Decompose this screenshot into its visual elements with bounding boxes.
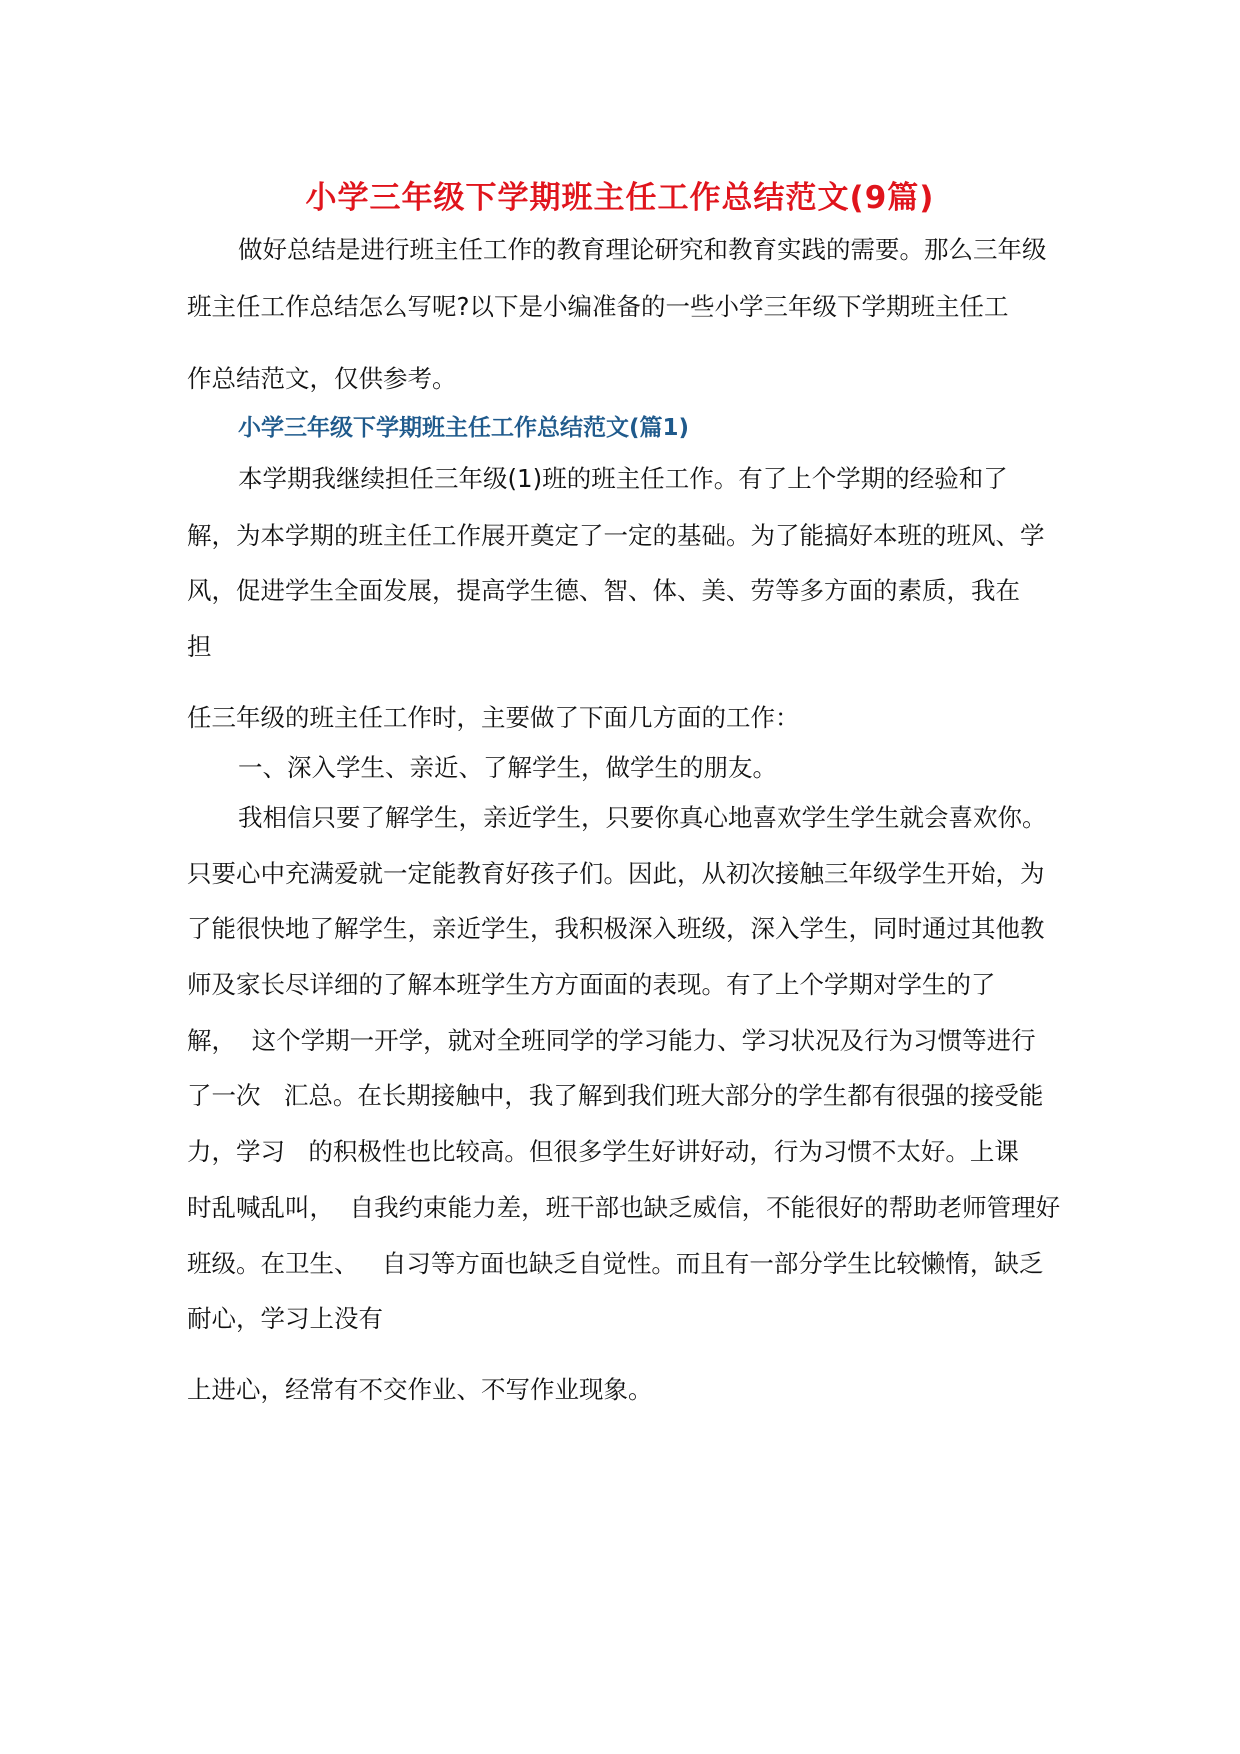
para1-line-5: 任三年级的班主任工作时，主要做了下面几方面的工作： bbox=[187, 703, 800, 732]
para2-line-6: 了一次 汇总。在长期接触中，我了解到我们班大部分的学生都有很强的接受能 bbox=[187, 1081, 1044, 1110]
intro-line-3: 作总结范文，仅供参考。 bbox=[187, 364, 457, 393]
para1-line-4: 担 bbox=[187, 632, 212, 661]
para2-line-4: 师及家长尽详细的了解本班学生方方面面的表现。有了上个学期对学生的了 bbox=[187, 970, 996, 999]
para1-line-1: 本学期我继续担任三年级(1)班的班主任工作。有了上个学期的经验和了 bbox=[238, 464, 1008, 493]
para2-line-8: 时乱喊乱叫， 自我约束能力差，班干部也缺乏威信，不能很好的帮助老师管理好 bbox=[187, 1193, 1061, 1222]
point-1: 一、深入学生、亲近、了解学生，做学生的朋友。 bbox=[238, 753, 777, 782]
para2-line-5: 解， 这个学期一开学，就对全班同学的学习能力、学习状况及行为习惯等进行 bbox=[187, 1026, 1036, 1055]
para2-line-1: 我相信只要了解学生，亲近学生，只要你真心地喜欢学生学生就会喜欢你。 bbox=[238, 803, 1047, 832]
para2-line-7: 力，学习 的积极性也比较高。但很多学生好讲好动，行为习惯不太好。上课 bbox=[187, 1137, 1019, 1166]
para2-line-3: 了能很快地了解学生，亲近学生，我积极深入班级，深入学生，同时通过其他教 bbox=[187, 914, 1045, 943]
intro-line-2: 班主任工作总结怎么写呢?以下是小编准备的一些小学三年级下学期班主任工 bbox=[187, 292, 1009, 321]
para2-line-9: 班级。在卫生、 自习等方面也缺乏自觉性。而且有一部分学生比较懒惰，缺乏 bbox=[187, 1249, 1044, 1278]
para2-line-10: 耐心，学习上没有 bbox=[187, 1304, 383, 1333]
para1-line-3: 风，促进学生全面发展，提高学生德、智、体、美、劳等多方面的素质，我在 bbox=[187, 576, 1020, 605]
para1-line-2: 解，为本学期的班主任工作展开奠定了一定的基础。为了能搞好本班的班风、学 bbox=[187, 521, 1045, 550]
document-title: 小学三年级下学期班主任工作总结范文(9篇) bbox=[305, 180, 935, 216]
para2-line-11: 上进心，经常有不交作业、不写作业现象。 bbox=[187, 1375, 653, 1404]
para2-line-2: 只要心中充满爱就一定能教育好孩子们。因此，从初次接触三年级学生开始，为 bbox=[187, 859, 1045, 888]
section-heading: 小学三年级下学期班主任工作总结范文(篇1) bbox=[238, 415, 690, 441]
intro-line-1: 做好总结是进行班主任工作的教育理论研究和教育实践的需要。那么三年级 bbox=[238, 235, 1047, 264]
